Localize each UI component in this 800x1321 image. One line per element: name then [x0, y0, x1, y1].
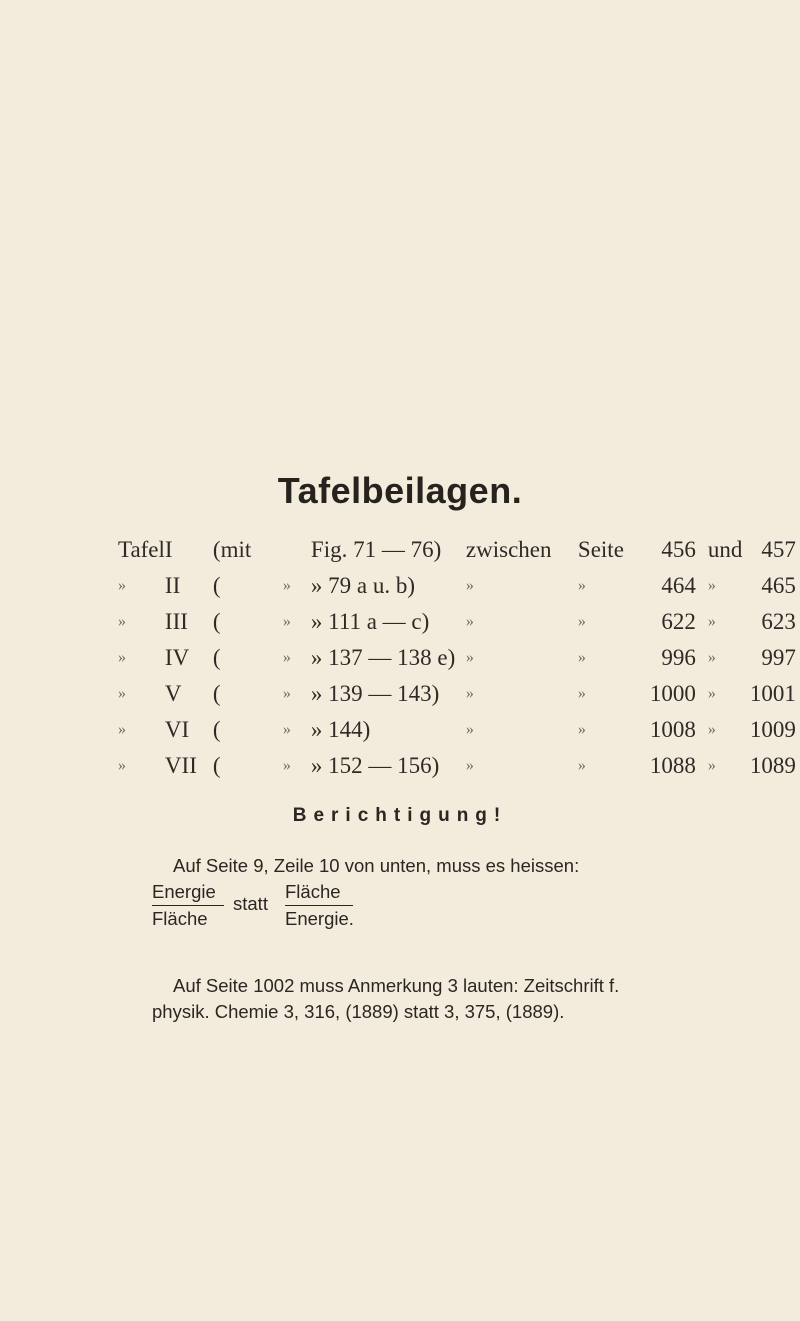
table-cell-c4: » [282, 721, 291, 738]
plates-table [118, 532, 796, 784]
table-cell-c9: » [707, 577, 716, 594]
table-cell-c7: » [577, 757, 586, 774]
table-cell-c10: 997 [761, 645, 796, 670]
table-cell-c7: » [577, 613, 586, 630]
table-cell-c9: und [707, 537, 743, 562]
correction-note-1: Auf Seite 9, Zeile 10 von unten, muss es heissen: [173, 855, 580, 876]
fraction-connector: statt [233, 893, 268, 914]
fraction-right-numerator: Fläche [285, 881, 353, 906]
table-cell-c1: Tafel [118, 537, 165, 562]
table-cell-c6: zwischen [465, 537, 552, 562]
table-cell-c9: » [707, 649, 716, 666]
page-title: Tafelbeilagen. [277, 470, 523, 511]
table-cell-c7: » [577, 721, 586, 738]
table-cell-c6: » [465, 649, 474, 666]
table-cell-c3: ( [212, 645, 221, 670]
table-cell-c1: » [118, 757, 126, 774]
fraction-right-denominator: Energie. [285, 908, 354, 929]
fraction-left-numerator: Energie [152, 881, 224, 906]
table-cell-c2: VII [164, 753, 197, 778]
table-cell-c3: ( [212, 609, 221, 634]
table-cell-c5: » 152 — 156) [310, 753, 440, 778]
table-cell-c10: 1009 [749, 717, 796, 742]
plates-table-body [118, 532, 796, 784]
table-row [118, 676, 796, 712]
correction-note-2-line-2: physik. Chemie 3, 316, (1889) statt 3, 375, (1889). [152, 1001, 565, 1022]
table-row [118, 604, 796, 640]
table-cell-c6: » [465, 613, 474, 630]
table-cell-c4: » [282, 577, 291, 594]
table-cell-c2: IV [164, 645, 190, 670]
table-cell-c2: II [164, 573, 181, 598]
table-cell-c3: ( [212, 753, 221, 778]
table-cell-c8: 464 [661, 573, 696, 598]
table-cell-c6: » [465, 685, 474, 702]
table-cell-c3: ( [212, 573, 221, 598]
table-cell-c10: 465 [761, 573, 796, 598]
table-cell-c5: » 79 a u. b) [310, 573, 416, 598]
table-row [118, 712, 796, 748]
table-cell-c8: 456 [661, 537, 696, 562]
table-cell-c4: » [282, 613, 291, 630]
correction-note-2-line-1: Auf Seite 1002 muss Anmerkung 3 lauten: Zeitschrift f. [173, 975, 620, 996]
table-cell-c10: 1089 [749, 753, 796, 778]
table-cell-c3: ( [212, 681, 221, 706]
fraction-left-denominator: Fläche [152, 908, 208, 929]
table-cell-c2: VI [164, 717, 190, 742]
table-cell-c4: » [282, 685, 291, 702]
table-cell-c2: I [164, 537, 173, 562]
table-cell-c9: » [707, 721, 716, 738]
table-cell-c9: » [707, 613, 716, 630]
table-cell-c1: » [118, 577, 126, 594]
table-cell-c1: » [118, 613, 126, 630]
table-cell-c5: » 144) [310, 717, 371, 742]
table-cell-c8: 622 [661, 609, 696, 634]
table-row [118, 640, 796, 676]
table-cell-c2: III [164, 609, 188, 634]
table-cell-c7: » [577, 577, 586, 594]
table-cell-c4: » [282, 649, 291, 666]
table-cell-c7: » [577, 685, 586, 702]
table-row [118, 748, 796, 784]
fraction-expression [152, 881, 712, 937]
table-row [118, 568, 796, 604]
table-cell-c5: Fig. 71 — 76) [310, 537, 442, 562]
table-cell-c8: 996 [661, 645, 696, 670]
table-cell-c7: » [577, 649, 586, 666]
correction-notes [152, 853, 712, 1025]
table-cell-c8: 1008 [649, 717, 696, 742]
table-cell-c9: » [707, 757, 716, 774]
table-cell-c1: » [118, 649, 126, 666]
table-cell-c5: » 139 — 143) [310, 681, 440, 706]
table-cell-c7: Seite [577, 537, 624, 562]
table-cell-c3: ( [212, 717, 221, 742]
table-cell-c5: » 137 — 138 e) [310, 645, 456, 670]
table-cell-c10: 457 [761, 537, 796, 562]
table-cell-c5: » 111 a — c) [310, 609, 430, 634]
table-cell-c9: » [707, 685, 716, 702]
table-cell-c6: » [465, 721, 474, 738]
table-cell-c3: (mit [212, 537, 252, 562]
table-cell-c6: » [465, 577, 474, 594]
table-cell-c10: 623 [761, 609, 796, 634]
table-cell-c6: » [465, 757, 474, 774]
table-cell-c4 [283, 532, 311, 568]
table-cell-c1: » [118, 721, 126, 738]
table-cell-c8: 1000 [649, 681, 696, 706]
table-row [118, 532, 796, 568]
table-cell-c1: » [118, 685, 126, 702]
table-cell-c4: » [282, 757, 291, 774]
table-cell-c10: 1001 [749, 681, 796, 706]
correction-heading: Berichtigung! [292, 805, 508, 826]
table-cell-c2: V [164, 681, 182, 706]
table-cell-c8: 1088 [649, 753, 696, 778]
